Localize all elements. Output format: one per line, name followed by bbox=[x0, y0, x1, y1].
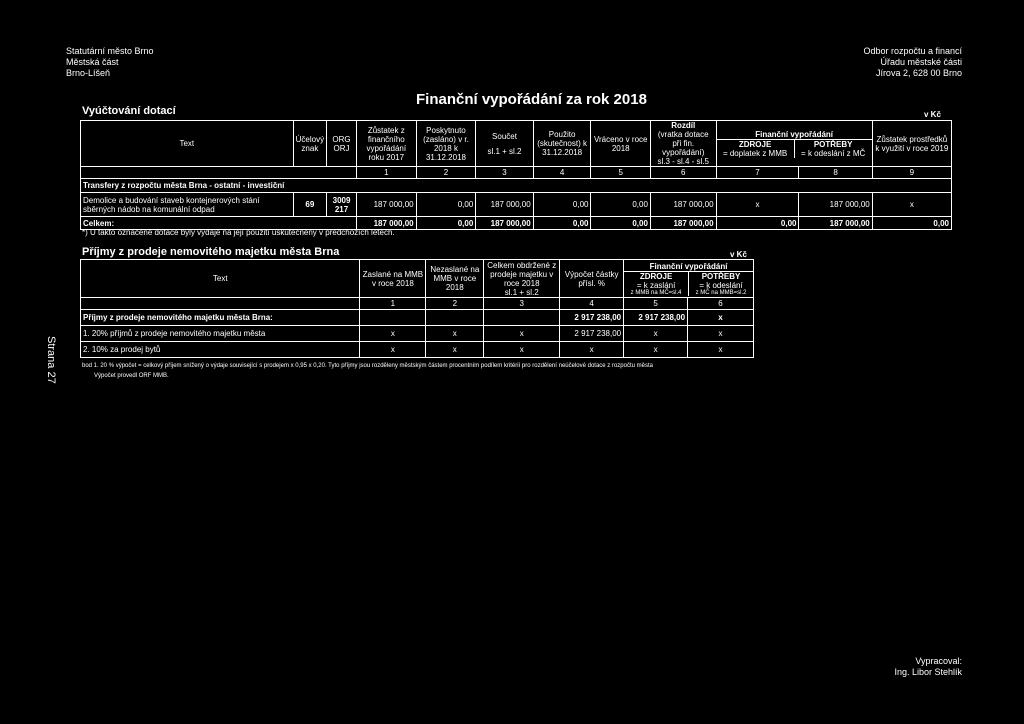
row-value: 187 000,00 bbox=[650, 193, 716, 217]
col-potreby-sub: = k odeslání z MČ bbox=[801, 148, 866, 158]
p-col-text: Text bbox=[81, 260, 360, 298]
p-row-value: 2 917 238,00 bbox=[624, 310, 688, 326]
header-left-line: Statutární město Brno bbox=[66, 46, 154, 56]
num-cell: 4 bbox=[533, 167, 591, 179]
signature bbox=[894, 656, 962, 678]
num-cell: 1 bbox=[356, 167, 416, 179]
p-num: 6 bbox=[688, 298, 754, 310]
p-col-celkem-sub: sl.1 + sl.2 bbox=[504, 287, 539, 297]
col-text: Text bbox=[81, 121, 294, 167]
p-col-celkem bbox=[484, 260, 560, 298]
col-zdroje-sub: = doplatek z MMB bbox=[722, 148, 788, 158]
section1-heading: Vyúčtování dotací bbox=[82, 105, 176, 117]
p-row-value bbox=[360, 310, 426, 326]
row-value: 0,00 bbox=[533, 193, 591, 217]
total-value: 0,00 bbox=[533, 217, 591, 230]
p-col-potreby-sub: = k odeslání bbox=[699, 280, 743, 290]
p-row-value: x bbox=[688, 342, 754, 358]
p-col-zdroje-sub: = k zaslání bbox=[636, 280, 676, 290]
row-value: 187 000,00 bbox=[356, 193, 416, 217]
p-col-zdroje-label: ZDROJE bbox=[639, 271, 673, 281]
num-cell: 7 bbox=[716, 167, 799, 179]
col-org: ORG ORJ bbox=[327, 121, 357, 167]
p-row-text: 2. 10% za prodej bytů bbox=[81, 342, 360, 358]
p-col-zdroje bbox=[624, 272, 689, 296]
p-num-empty bbox=[81, 298, 360, 310]
p-row-value: x bbox=[360, 326, 426, 342]
row-text: Demolice a budování staveb kontejnerových stání sběrných nádob na komunální odpad bbox=[81, 193, 294, 217]
header-left bbox=[66, 46, 154, 79]
total-value: 187 000,00 bbox=[799, 217, 872, 230]
header-left-line: Brno-Líšeň bbox=[66, 68, 111, 78]
p-col-vypocet: Výpočet částky přísl. % bbox=[560, 260, 624, 298]
p-row-text: 1. 20% příjmů z prodeje nemovitého majetku města bbox=[81, 326, 360, 342]
p-col-celkem-label: Celkem obdržené z prodeje majetku v roce 2018 bbox=[487, 260, 557, 288]
section2-footnote1: bod 1. 20 % výpočet = celkový příjem snížený o výdaje související s prodejem x 0,95 x 0,20. Tyto příjmy jsou rozděleny městským částem procentním podílem kritérií pro rozdělení neúčelové dotace z rozpočtu města bbox=[82, 363, 653, 369]
row-value: 0,00 bbox=[591, 193, 650, 217]
col-vraceno: Vráceno v roce 2018 bbox=[591, 121, 650, 167]
row-value: 187 000,00 bbox=[799, 193, 872, 217]
p-row-value bbox=[484, 310, 560, 326]
p-num: 5 bbox=[624, 298, 688, 310]
col-rozdil bbox=[650, 121, 716, 167]
p-row-value: x bbox=[688, 310, 754, 326]
col-poskytnuto: Poskytnuto (zasláno) v r. 2018 k 31.12.2018 bbox=[416, 121, 476, 167]
p-col-potreby-sub2: z MČ na MMB=sl.2 bbox=[695, 289, 747, 296]
row-value: 0,00 bbox=[416, 193, 476, 217]
num-cell: 5 bbox=[591, 167, 650, 179]
total-value: 0,00 bbox=[416, 217, 476, 230]
col-pouzito: Použito (skutečnost) k 31.12.2018 bbox=[533, 121, 591, 167]
p-col-zaslane: Zaslané na MMB v roce 2018 bbox=[360, 260, 426, 298]
p-row-value: x bbox=[624, 326, 688, 342]
p-row-value: x bbox=[624, 342, 688, 358]
num-cell: 2 bbox=[416, 167, 476, 179]
row-value: x bbox=[872, 193, 951, 217]
p-row-value: 2 917 238,00 bbox=[560, 326, 624, 342]
header-left-line: Městská část bbox=[66, 57, 119, 67]
num-cell-empty bbox=[81, 167, 357, 179]
num-cell: 8 bbox=[799, 167, 872, 179]
total-label: Celkem: bbox=[81, 217, 357, 230]
col-zustatek2: Zůstatek prostředků k využití v roce 2019 bbox=[872, 121, 951, 167]
total-value: 187 000,00 bbox=[356, 217, 416, 230]
col-fv-label: Finanční vypořádání bbox=[717, 130, 872, 140]
p-row-value: x bbox=[484, 326, 560, 342]
row-org2: 217 bbox=[334, 204, 349, 214]
signature-label: Vypracoval: bbox=[915, 656, 962, 666]
p-col-potreby-label: POTŘEBY bbox=[701, 271, 741, 281]
p-col-potreby bbox=[689, 272, 753, 296]
page-number-label: Strana 27 bbox=[45, 336, 57, 384]
col-rozdil-calc: sl.3 - sl.4 - sl.5 bbox=[657, 157, 710, 166]
col-fv bbox=[716, 121, 872, 167]
col-soucet-label: Součet bbox=[492, 131, 517, 141]
total-value: 0,00 bbox=[716, 217, 799, 230]
p-num: 2 bbox=[426, 298, 484, 310]
total-value: 187 000,00 bbox=[650, 217, 716, 230]
property-table bbox=[80, 259, 754, 358]
section2-footnote2: Výpočet provedl ORF MMB. bbox=[94, 373, 169, 379]
p-num: 4 bbox=[560, 298, 624, 310]
p-row-value: 2 917 238,00 bbox=[560, 310, 624, 326]
total-value: 187 000,00 bbox=[476, 217, 533, 230]
col-zustatek: Zůstatek z finančního vypořádání roku 2017 bbox=[356, 121, 416, 167]
p-row-value: x bbox=[360, 342, 426, 358]
p-row-value: x bbox=[688, 326, 754, 342]
row-value: x bbox=[716, 193, 799, 217]
section1-unit: v Kč bbox=[924, 110, 941, 119]
row-org1: 3009 bbox=[332, 195, 351, 205]
p-row-value bbox=[426, 310, 484, 326]
page-title: Finanční vypořádání za rok 2018 bbox=[416, 91, 647, 108]
subsidy-table bbox=[80, 120, 952, 230]
row-ucel: 69 bbox=[293, 193, 326, 217]
header-right-line: Odbor rozpočtu a financí bbox=[863, 46, 962, 56]
p-row-value: x bbox=[560, 342, 624, 358]
num-cell: 3 bbox=[476, 167, 533, 179]
section2-unit: v Kč bbox=[730, 250, 747, 259]
group-row: Transfery z rozpočtu města Brna - ostatní - investiční bbox=[81, 179, 952, 193]
num-cell: 6 bbox=[650, 167, 716, 179]
p-num: 1 bbox=[360, 298, 426, 310]
row-org bbox=[327, 193, 357, 217]
p-col-fv bbox=[624, 260, 754, 298]
p-col-zdroje-sub2: z MMB na MČ=sl.4 bbox=[630, 289, 682, 296]
section2-heading: Příjmy z prodeje nemovitého majetku města Brna bbox=[82, 246, 340, 258]
col-zdroje bbox=[717, 140, 795, 158]
col-rozdil-sub: (vratka dotace při fin. vypořádání) bbox=[657, 130, 709, 157]
col-soucet-sub: sl.1 + sl.2 bbox=[487, 146, 522, 156]
header-right-line: Jírova 2, 628 00 Brno bbox=[875, 68, 962, 78]
col-potreby-label: POTŘEBY bbox=[813, 139, 853, 149]
p-row-text: Příjmy z prodeje nemovitého majetku města Brna: bbox=[81, 310, 360, 326]
p-num: 3 bbox=[484, 298, 560, 310]
col-ucel: Účelový znak bbox=[293, 121, 326, 167]
p-col-fv-label: Finanční vypořádání bbox=[624, 262, 753, 272]
p-col-nezaslane: Nezaslané na MMB v roce 2018 bbox=[426, 260, 484, 298]
total-value: 0,00 bbox=[591, 217, 650, 230]
signature-name: Ing. Libor Stehlík bbox=[894, 667, 962, 677]
p-row-value: x bbox=[426, 326, 484, 342]
total-value: 0,00 bbox=[872, 217, 951, 230]
col-potreby bbox=[795, 140, 872, 158]
row-value: 187 000,00 bbox=[476, 193, 533, 217]
col-rozdil-label: Rozdíl bbox=[671, 121, 696, 130]
col-zdroje-label: ZDROJE bbox=[738, 139, 772, 149]
num-cell: 9 bbox=[872, 167, 951, 179]
col-soucet bbox=[476, 121, 533, 167]
p-row-value: x bbox=[484, 342, 560, 358]
p-row-value: x bbox=[426, 342, 484, 358]
header-right-line: Úřadu městské části bbox=[880, 57, 962, 67]
section1-note: *) U takto označené dotace byly výdaje na její použití uskutečněny v předchozích letech. bbox=[82, 228, 395, 237]
header-right bbox=[863, 46, 962, 79]
